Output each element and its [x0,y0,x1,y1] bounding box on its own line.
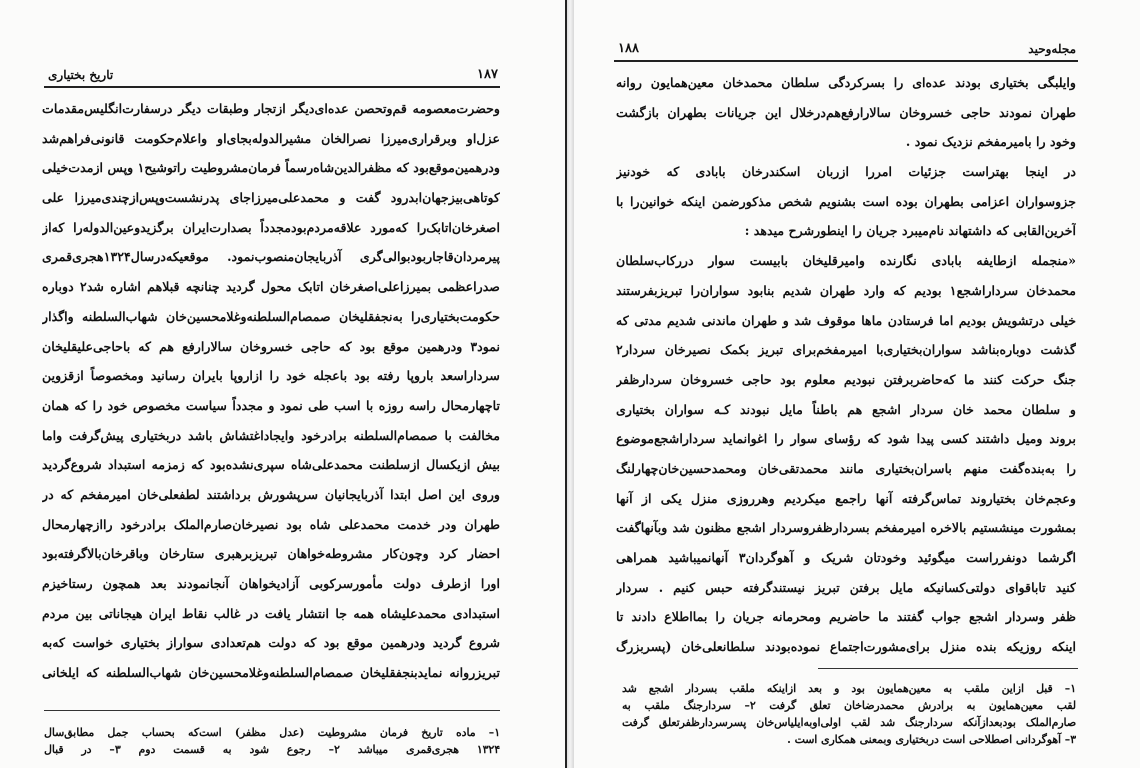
text-line: تبریزروانه نماید‌بنجفقلیخان صمصام‌السلطنه‌وغلامحسین‌خان شهاب‌السلطنه که ایلخانی [42,665,500,681]
text-line: وایلبگی بختیاری بودند عده‌ای را بسرکردگی سلطان محمدخان معین‌همایون روانه [616,75,1076,90]
right-page [574,0,1140,768]
text-line: وخود را بامیرمفخم نزدیک نمود . [905,134,1076,150]
spine-line [565,0,567,768]
text-line: وحضرت‌معصومه قم‌وتحصن عده‌ای‌دیگر ازتجار وطبقات دیگر درسفارت‌انگلیس‌مقدمات [42,101,500,116]
text-line: «منجمله ازطایفه بابادی نگارنده وامیرقلیخان بابیست سوار درر‌کاب‌سلطان [616,253,1076,269]
text-line: وعجم‌خان بختیاروند تماس‌گرفته آنها راجمع میکردیم وهرروزی منزل یکی از آنها [616,490,1076,506]
text-line: صدراعظمی بمیرزاعلی‌اصغرخان اتابک محول گردید چنانچه قبلاهم اشاره شد۲ دوباره [42,279,500,295]
text-line: پیر‌مردان‌قاجار‌بود‌بوالی‌گری آذربایجان‌منصوب‌نمود. موقعیکه‌در‌سال۱۳۲۴هجری‌قمری [42,249,500,265]
footnote-line: ۱– ماده تاریخ فرمان مشروطیت (عدل مظفر) است‌که بحساب جمل مطابق‌سال [44,726,500,739]
left-page-footnotes [44,724,500,758]
footnote-line: ۱۳۲۴ هجری‌قمری میباشد ۲– رجوع شود به قسمت دوم ۳– در قبال [44,743,500,756]
right-page-footnotes [622,680,1076,748]
text-line: اورا ازطرف دولت مأمورسرکوبی آزادیخواهان آنجانمودند بعد همچون رستاخیزم [42,576,500,591]
text-line: و سلطان محمد خان سردار اشجع هم باطناً مایل نبودند کـه سواران بختیاری [616,401,1076,417]
left-page-running-title: تاریخ بختیاری [48,68,114,82]
text-line: نمود۳ ودرهمین موقع بود که حاجی خسروخان سالارارفع هم که باحاجی‌علیقلیخان [42,338,500,354]
text-line: گذشت دوباره‌بنا‌شد سواران‌بختیاری‌با امیرمفخم‌برای تبریز بکمک نصیرخان سردار۲ [616,342,1076,358]
text-line: اگرشما دونفرراست میگوئید وخودتان شریک و آهوگردان۳ آنها‌نمیباشید همراهی [616,550,1076,565]
footnote-line: ۳– آهوگردانی اصطلاحی است دربختیاری وبمعنی همکاری است . [787,733,1076,746]
text-line: اصغرخان‌اتابک‌را که‌مورد علاقه‌مردم‌بود‌مجدداً بصدارت‌ایران برگزید‌وعین‌الدوله‌را که‌از [42,219,500,235]
book-gutter [566,0,574,768]
right-page-number: ۱۸۸ [618,41,639,56]
left-footnote-rule [44,710,500,711]
text-line: بیش ازیکسال ازسلطنت محمدعلی‌شاه سپری‌نشده‌بود که زمزمه استبداد شروع‌گردید [42,457,500,473]
left-page [0,0,566,768]
text-line: بمشورت مینشستیم بالاخره امیرمفخم بسردارظفروسردار اشجع مظنون شد وبآنها‌گفت [616,520,1076,536]
text-line: شروع گردید ودرهمین موقع بود که دولت هم‌تعدادی سواراز بختیاری خواست که‌به [42,635,500,651]
right-footnote-rule [818,668,1078,669]
text-line: عزل‌او وبرقراری‌میرزا نصرالخان مشیرالدوله‌بجای‌او واعلام‌حکومت قانونی‌فراهم‌شد [42,130,500,146]
text-line: جنگ حرکت کنند ما که‌حاضربرفتن نبودیم معلوم بود حاجی خسروخان سردارظفر [616,371,1076,387]
text-line: وروی این اصل ابتدا آذربایجانیان سرپشورش برداشتند لطفعلی‌خان امیرمفخم که در [42,486,500,502]
text-line: کوتاهی‌بیزجهان‌ابدرود گفت و محمدعلی‌میرزا‌جای پدرنشست‌وپس‌ازچندی‌میرزا علی [42,190,500,206]
footnote-line: ۱– قبل ازاین ملقب به معین‌همایون بود و بعد ازاینکه ملقب بسردار اشجع شد [622,682,1076,695]
text-line: احضار کرد وچون‌کار مشروطه‌خواهان تبریز‌برهبری ستارخان وباقرخان‌بالاگرفته‌بود [42,546,500,562]
text-line: تاچهارمحال راسه روزه با اسب طی نمود و مجدداً سیاست مخصوص خود را که همان [42,397,500,413]
right-page-running-title: مجله‌وحید [1028,42,1076,56]
text-line: در اینجا بهتراست جزئیات امررا ازربان اسکندرخان بابادی که خودنیز [616,164,1076,180]
text-line: طهران نمودند حاجی خسروخان سالارارفع‌هم‌درخلال این جریانات بطهران بازگشت [616,104,1076,120]
right-header-rule [614,60,1078,62]
text-line: را به‌بنده‌گفت منهم باسران‌بختیاری مانند محمدتقی‌خان ومحمدحسین‌خان‌چهارلنگ [616,460,1076,476]
text-line: اینکه روزیکه بنده منزل برای‌مشورت‌اجتماع نموده‌بودند سلطانعلی‌خان (پسربزرگ [616,639,1076,655]
text-line: ظفر وسردار اشجع جواب گفتند ما حاضریم ومحرمانه جریان را بمااطلاع دادند تا [616,609,1076,625]
text-line: جزوسواران اعزامی بطهران بوده است بشنویم شخص مذکورضمن اینکه خوانین‌را با [616,193,1076,209]
footnote-line: لقب معین‌همایون به برادرش محمدرضاخان تعلق گرفت ۲– سردارجنگ ملقب به [622,699,1076,712]
text-line: کنید تاباقوای دولتی‌کسانیکه مایل برفتن تبریز نیستندگرفته حبس کنیم . سردار [616,579,1076,595]
left-page-body-text [42,94,500,688]
left-page-header [48,60,498,82]
text-line: طهران ودر خدمت محمدعلی شاه بود نصیرخان‌صارم‌الملک برادرخود راازچهارمحال [42,516,500,532]
right-page-header [618,34,1076,56]
text-line: مخالفت با صمصام‌السلطنه برادرخود وایجاداغتشاش باشد دربختیاری پیش‌گرفت واما [42,427,500,443]
text-line: استبدادی محمدعلیشاه همه جا انتشار یافت در غالب نقاط ایران هیجاناتی بین مردم [42,605,500,621]
text-line: آخرین‌القابی که داشتهاند نام‌میبرد جریان را اینطورشرح میدهد : [744,223,1076,239]
text-line: سرداراسعد باروپا رفته بود باعجله خود را ازاروپا بایران رسانید ومخصوصاً ازقزوین [42,368,500,384]
text-line: محمدخان سرداراشجع۱ بودیم که وارد طهران شدیم بنابود سواران‌را تبریز‌بفرستند [616,282,1076,298]
left-header-rule [44,86,500,88]
left-page-number: ۱۸۷ [477,67,498,82]
text-line: ودرهمین‌موقع‌بود که مظفرالدین‌شاه‌رسماً فرمان‌مشروطیت راتوشیح۱ وپس ازمدت‌خیلی [42,160,500,176]
text-line: خیلی درتشویش بودیم اما فرستادن ماها موقوف شد و طهران ماندنی شدیم مدتی که [616,312,1076,328]
text-line: حکومت‌بختیاری‌را به‌نجفقلیخان صمصام‌السلطنه‌وغلامحسین‌خان شهاب‌السلطنه واگذار [42,308,500,324]
right-page-body-text [616,68,1076,662]
footnote-line: صارم‌الملک بودبعدازآنکه سردارجنگ شد لقب اولی‌اوبه‌ایلیاس‌خان پسرسردارظفرتعلق گرفت [622,716,1076,729]
text-line: بروند ومیل داشتند کسی پیدا شود که رؤسای سوار را اغوانماید سرداراشجع‌موضوع [616,431,1076,447]
